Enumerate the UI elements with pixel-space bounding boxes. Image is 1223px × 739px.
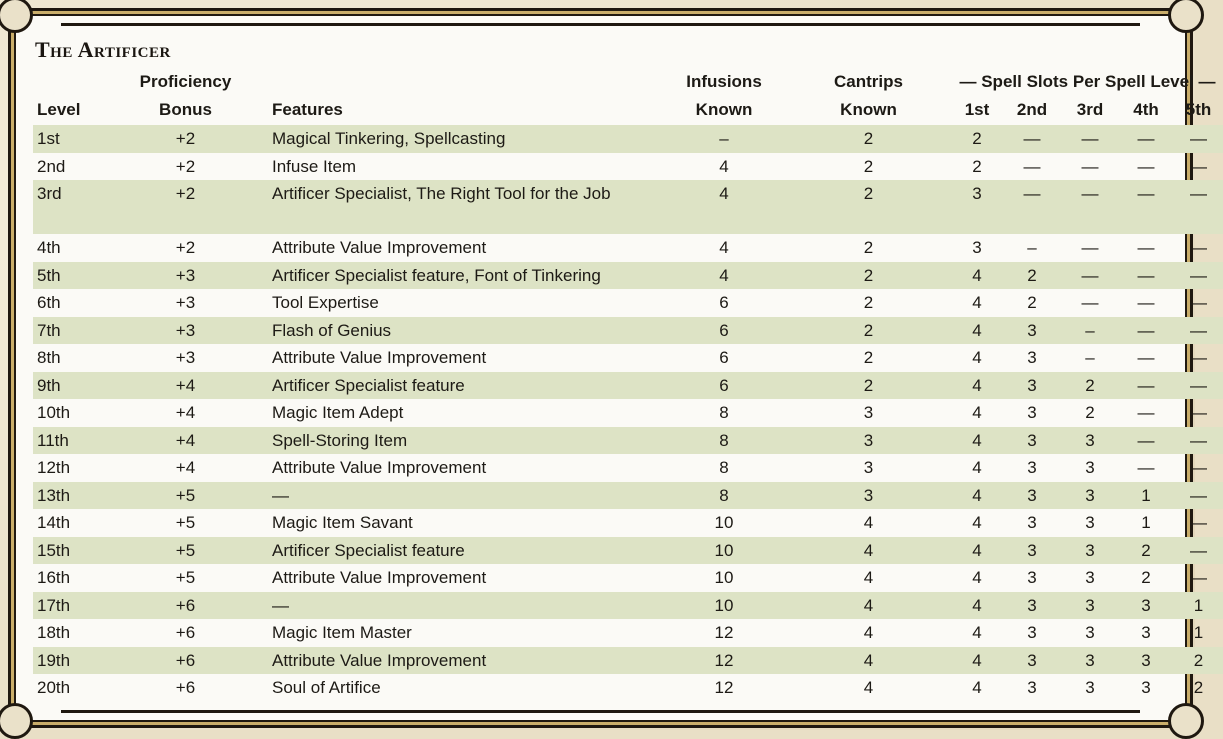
spell-slot-3rd-cell: — bbox=[1062, 262, 1118, 290]
table-row bbox=[33, 509, 1223, 537]
cantrips-known-cell: 4 bbox=[785, 592, 952, 620]
table-body bbox=[33, 125, 1223, 702]
proficiency-bonus-cell: +3 bbox=[103, 317, 268, 345]
table-row bbox=[33, 399, 1223, 427]
cantrips-known-cell: 2 bbox=[863, 156, 874, 176]
spell-slot-5th-cell: — bbox=[1190, 156, 1208, 176]
features-cell: — bbox=[268, 482, 663, 510]
level-cell: 1st bbox=[33, 125, 103, 153]
spell-slot-2nd-cell: 2 bbox=[1027, 293, 1037, 312]
spell-slot-3rd-cell: — bbox=[1081, 238, 1099, 257]
frame-corner-ornament bbox=[1168, 703, 1204, 739]
spell-slot-1st-cell: 4 bbox=[952, 372, 1002, 400]
spell-slot-3rd-cell: 3 bbox=[1085, 513, 1095, 532]
proficiency-bonus-cell: +5 bbox=[175, 568, 196, 587]
spell-slot-5th-cell: — bbox=[1174, 537, 1223, 565]
spell-slot-4th-cell: — bbox=[1118, 262, 1174, 290]
spell-slot-4th-cell: 1 bbox=[1118, 482, 1174, 510]
level-cell: 3rd bbox=[33, 180, 103, 234]
proficiency-bonus-cell: +3 bbox=[103, 262, 268, 290]
level-cell: 16th bbox=[37, 568, 71, 587]
cantrips-known-cell: 2 bbox=[863, 238, 874, 257]
proficiency-bonus-cell: +5 bbox=[103, 537, 268, 565]
spell-slot-4th-cell: — bbox=[1137, 293, 1155, 312]
spell-slot-3rd-cell: 3 bbox=[1085, 568, 1095, 587]
spell-slot-5th-cell: — bbox=[1190, 458, 1208, 477]
spell-slot-4th-cell: — bbox=[1137, 403, 1155, 422]
spell-slot-2nd-cell: 3 bbox=[1027, 678, 1037, 697]
header-proficiency-line1: Proficiency bbox=[139, 72, 232, 91]
spell-slot-4th-cell: — bbox=[1137, 238, 1155, 257]
table-row bbox=[33, 372, 1223, 400]
cantrips-known-cell: 4 bbox=[863, 678, 874, 697]
spell-slot-3rd-cell: – bbox=[1062, 317, 1118, 345]
infusions-known-cell: 8 bbox=[663, 482, 785, 510]
table-row bbox=[33, 180, 1223, 234]
infusions-known-cell: 10 bbox=[663, 537, 785, 565]
level-cell: 18th bbox=[37, 623, 71, 642]
spell-slot-3rd-cell: 2 bbox=[1062, 372, 1118, 400]
table-row bbox=[33, 454, 1223, 482]
features-cell: Attribute Value Improvement bbox=[268, 647, 663, 675]
proficiency-bonus-cell: +4 bbox=[103, 427, 268, 455]
spell-slot-1st-cell: 4 bbox=[972, 568, 982, 587]
spell-slot-3rd-cell: 3 bbox=[1062, 592, 1118, 620]
spell-slot-5th-cell: — bbox=[1190, 238, 1208, 257]
spell-slot-5th-cell: 1 bbox=[1193, 623, 1204, 642]
header-cantrips-line1: Cantrips bbox=[834, 72, 903, 91]
proficiency-bonus-cell: +3 bbox=[175, 348, 196, 367]
spell-slot-2nd-cell: 3 bbox=[1002, 372, 1062, 400]
features-cell: Artificer Specialist feature bbox=[268, 537, 663, 565]
table-row bbox=[33, 619, 1223, 647]
level-cell: 10th bbox=[37, 403, 71, 422]
spell-slot-3rd-cell: — bbox=[1062, 180, 1118, 234]
features-cell: Magic Item Master bbox=[272, 623, 412, 642]
spell-slot-4th-cell: — bbox=[1118, 125, 1174, 153]
level-cell: 17th bbox=[33, 592, 103, 620]
header-spell-slots: — Spell Slots Per Spell Level — bbox=[959, 72, 1216, 91]
table-row bbox=[33, 153, 1223, 181]
spell-slot-2nd-cell: — bbox=[1002, 125, 1062, 153]
spell-slot-4th-cell: — bbox=[1137, 156, 1155, 176]
level-cell: 14th bbox=[37, 513, 71, 532]
proficiency-bonus-cell: +4 bbox=[175, 403, 196, 422]
header-slot-4th: 4th bbox=[1133, 100, 1159, 119]
spell-slot-3rd-cell: — bbox=[1081, 293, 1099, 312]
features-cell: Spell-Storing Item bbox=[268, 427, 663, 455]
spell-slot-1st-cell: 4 bbox=[972, 458, 982, 477]
proficiency-bonus-cell: +6 bbox=[175, 623, 196, 642]
infusions-known-cell: 6 bbox=[663, 317, 785, 345]
cantrips-known-cell: 4 bbox=[863, 623, 874, 642]
features-cell: Infuse Item bbox=[272, 156, 357, 176]
table-row bbox=[33, 482, 1223, 510]
table-row bbox=[33, 674, 1223, 702]
infusions-known-cell: 6 bbox=[663, 372, 785, 400]
proficiency-bonus-cell: +2 bbox=[175, 156, 196, 176]
spell-slot-4th-cell: — bbox=[1137, 348, 1155, 367]
spell-slot-2nd-cell: 3 bbox=[1002, 427, 1062, 455]
infusions-known-cell: 12 bbox=[714, 623, 734, 642]
infusions-known-cell: 10 bbox=[663, 592, 785, 620]
proficiency-bonus-cell: +3 bbox=[175, 293, 196, 312]
spell-slot-2nd-cell: 3 bbox=[1002, 317, 1062, 345]
spell-slot-2nd-cell: 3 bbox=[1002, 537, 1062, 565]
spell-slot-1st-cell: 3 bbox=[972, 238, 982, 257]
spell-slot-1st-cell: 4 bbox=[952, 482, 1002, 510]
spell-slot-5th-cell: — bbox=[1190, 293, 1208, 312]
spell-slot-4th-cell: 3 bbox=[1118, 647, 1174, 675]
infusions-known-cell: 8 bbox=[719, 403, 729, 422]
spell-slot-3rd-cell: 3 bbox=[1085, 458, 1095, 477]
spell-slot-3rd-cell: – bbox=[1085, 348, 1095, 367]
spell-slot-2nd-cell: 3 bbox=[1027, 513, 1037, 532]
infusions-known-cell: 12 bbox=[714, 678, 734, 697]
frame-top-border bbox=[61, 11, 1140, 26]
cantrips-known-cell: 2 bbox=[785, 125, 952, 153]
header-slot-1st: 1st bbox=[964, 100, 990, 119]
table-row bbox=[33, 564, 1223, 592]
spell-slot-5th-cell: — bbox=[1174, 180, 1223, 234]
spell-slot-3rd-cell: 3 bbox=[1062, 647, 1118, 675]
table-row bbox=[33, 427, 1223, 455]
spell-slot-2nd-cell: 3 bbox=[1027, 348, 1037, 367]
level-cell: 12th bbox=[37, 458, 71, 477]
spell-slot-4th-cell: 3 bbox=[1141, 623, 1151, 642]
features-cell: Attribute Value Improvement bbox=[272, 568, 487, 587]
header-slot-3rd: 3rd bbox=[1076, 100, 1104, 119]
table-row bbox=[33, 537, 1223, 565]
infusions-known-cell: 6 bbox=[719, 293, 729, 312]
spell-slot-3rd-cell: 2 bbox=[1085, 403, 1095, 422]
cantrips-known-cell: 4 bbox=[863, 568, 874, 587]
spell-slot-1st-cell: 4 bbox=[952, 592, 1002, 620]
proficiency-bonus-cell: +4 bbox=[103, 372, 268, 400]
cantrips-known-cell: 4 bbox=[863, 513, 874, 532]
level-cell: 15th bbox=[33, 537, 103, 565]
spell-slot-5th-cell: — bbox=[1174, 125, 1223, 153]
cantrips-known-cell: 3 bbox=[863, 458, 874, 477]
features-cell: Attribute Value Improvement bbox=[272, 458, 487, 477]
cantrips-known-cell: 2 bbox=[863, 348, 874, 367]
level-cell: 6th bbox=[37, 293, 61, 312]
proficiency-bonus-cell: +6 bbox=[175, 678, 196, 697]
frame-bottom-border bbox=[61, 710, 1140, 725]
spell-slot-4th-cell: 3 bbox=[1118, 592, 1174, 620]
spell-slot-4th-cell: 3 bbox=[1141, 678, 1151, 697]
spell-slot-1st-cell: 4 bbox=[972, 403, 982, 422]
table-row bbox=[33, 234, 1223, 262]
ornate-frame bbox=[8, 8, 1216, 728]
spell-slot-1st-cell: 4 bbox=[952, 427, 1002, 455]
proficiency-bonus-cell: +2 bbox=[103, 180, 268, 234]
spell-slot-3rd-cell: 3 bbox=[1062, 537, 1118, 565]
spell-slot-1st-cell: 4 bbox=[952, 262, 1002, 290]
spell-slot-5th-cell: — bbox=[1190, 403, 1208, 422]
features-cell: Artificer Specialist, The Right Tool for the Job bbox=[268, 180, 663, 234]
header-features: Features bbox=[272, 100, 343, 119]
features-cell: Magical Tinkering, Spellcasting bbox=[268, 125, 663, 153]
table-row bbox=[33, 592, 1223, 620]
header-level: Level bbox=[37, 100, 81, 119]
features-cell: Magic Item Savant bbox=[272, 513, 413, 532]
proficiency-bonus-cell: +5 bbox=[103, 482, 268, 510]
spell-slot-4th-cell: — bbox=[1118, 427, 1174, 455]
features-cell: Artificer Specialist feature bbox=[268, 372, 663, 400]
spell-slot-5th-cell: — bbox=[1174, 427, 1223, 455]
infusions-known-cell: 12 bbox=[663, 647, 785, 675]
table-row bbox=[33, 647, 1223, 675]
spell-slot-2nd-cell: 3 bbox=[1027, 568, 1037, 587]
cantrips-known-cell: 4 bbox=[785, 537, 952, 565]
proficiency-bonus-cell: +2 bbox=[103, 125, 268, 153]
features-cell: — bbox=[268, 592, 663, 620]
spell-slot-3rd-cell: 3 bbox=[1085, 678, 1095, 697]
features-cell: Artificer Specialist feature, Font of Tinkering bbox=[268, 262, 663, 290]
spell-slot-4th-cell: 1 bbox=[1141, 513, 1151, 532]
spell-slot-4th-cell: 2 bbox=[1118, 537, 1174, 565]
spell-slot-1st-cell: 4 bbox=[952, 647, 1002, 675]
infusions-known-cell: 4 bbox=[663, 180, 785, 234]
features-cell: Tool Expertise bbox=[272, 293, 379, 312]
level-cell: 2nd bbox=[37, 156, 66, 176]
infusions-known-cell: 4 bbox=[719, 156, 729, 176]
spell-slot-2nd-cell: 3 bbox=[1002, 482, 1062, 510]
spell-slot-1st-cell: 4 bbox=[972, 678, 982, 697]
level-cell: 5th bbox=[33, 262, 103, 290]
spell-slot-1st-cell: 3 bbox=[952, 180, 1002, 234]
cantrips-known-cell: 2 bbox=[785, 262, 952, 290]
level-cell: 19th bbox=[33, 647, 103, 675]
infusions-known-cell: 4 bbox=[719, 238, 729, 257]
spell-slot-2nd-cell: – bbox=[1027, 238, 1037, 257]
table-container bbox=[33, 35, 1216, 702]
frame-corner-ornament bbox=[0, 703, 33, 739]
header-slot-2nd: 2nd bbox=[1016, 100, 1048, 119]
spell-slot-2nd-cell: 3 bbox=[1002, 592, 1062, 620]
header-infusions-line1: Infusions bbox=[686, 72, 762, 91]
page-title: The Artificer bbox=[35, 37, 171, 62]
cantrips-known-cell: 2 bbox=[785, 372, 952, 400]
spell-slot-2nd-cell: — bbox=[1023, 156, 1041, 176]
level-cell: 20th bbox=[37, 678, 71, 697]
table-row bbox=[33, 317, 1223, 345]
spell-slot-3rd-cell: 3 bbox=[1062, 427, 1118, 455]
spell-slot-4th-cell: — bbox=[1137, 458, 1155, 477]
spell-slot-4th-cell: — bbox=[1118, 372, 1174, 400]
spell-slot-3rd-cell: 3 bbox=[1062, 482, 1118, 510]
header-proficiency-line2: Bonus bbox=[159, 100, 212, 119]
spell-slot-3rd-cell: — bbox=[1081, 156, 1099, 176]
spell-slot-1st-cell: 2 bbox=[972, 156, 982, 176]
header-infusions-line2: Known bbox=[695, 100, 753, 119]
spell-slot-5th-cell: — bbox=[1174, 482, 1223, 510]
cantrips-known-cell: 2 bbox=[785, 180, 952, 234]
table-row bbox=[33, 289, 1223, 317]
level-cell: 8th bbox=[37, 348, 61, 367]
spell-slot-1st-cell: 2 bbox=[952, 125, 1002, 153]
spell-slot-3rd-cell: — bbox=[1062, 125, 1118, 153]
level-cell: 7th bbox=[33, 317, 103, 345]
cantrips-known-cell: 2 bbox=[863, 293, 874, 312]
spell-slot-2nd-cell: 3 bbox=[1027, 403, 1037, 422]
spell-slot-5th-cell: — bbox=[1190, 513, 1208, 532]
proficiency-bonus-cell: +4 bbox=[175, 458, 196, 477]
spell-slot-5th-cell: 1 bbox=[1174, 592, 1223, 620]
cantrips-known-cell: 4 bbox=[785, 647, 952, 675]
spell-slot-2nd-cell: 3 bbox=[1027, 623, 1037, 642]
features-cell: Soul of Artifice bbox=[272, 678, 381, 697]
spell-slot-2nd-cell: 3 bbox=[1002, 647, 1062, 675]
spell-slot-2nd-cell: 3 bbox=[1027, 458, 1037, 477]
spell-slot-1st-cell: 4 bbox=[972, 513, 982, 532]
header-row-bottom bbox=[33, 97, 1223, 125]
spell-slot-5th-cell: — bbox=[1174, 262, 1223, 290]
artificer-table bbox=[33, 69, 1223, 702]
cantrips-known-cell: 2 bbox=[785, 317, 952, 345]
table-row bbox=[33, 125, 1223, 153]
infusions-known-cell: 4 bbox=[663, 262, 785, 290]
level-cell: 11th bbox=[33, 427, 103, 455]
spell-slot-2nd-cell: 2 bbox=[1002, 262, 1062, 290]
spell-slot-5th-cell: — bbox=[1174, 317, 1223, 345]
cantrips-known-cell: 3 bbox=[785, 427, 952, 455]
spell-slot-5th-cell: — bbox=[1174, 372, 1223, 400]
level-cell: 13th bbox=[33, 482, 103, 510]
cantrips-known-cell: 3 bbox=[785, 482, 952, 510]
spell-slot-4th-cell: 2 bbox=[1141, 568, 1151, 587]
spell-slot-3rd-cell: 3 bbox=[1085, 623, 1095, 642]
header-slot-5th: 5th bbox=[1185, 100, 1212, 119]
spell-slot-1st-cell: 4 bbox=[972, 293, 982, 312]
header-cantrips-line2: Known bbox=[840, 100, 897, 119]
infusions-known-cell: 6 bbox=[719, 348, 729, 367]
features-cell: Attribute Value Improvement bbox=[272, 348, 487, 367]
features-cell: Magic Item Adept bbox=[272, 403, 404, 422]
proficiency-bonus-cell: +5 bbox=[175, 513, 196, 532]
infusions-known-cell: 8 bbox=[663, 427, 785, 455]
table-row bbox=[33, 262, 1223, 290]
spell-slot-1st-cell: 4 bbox=[972, 623, 982, 642]
level-cell: 9th bbox=[33, 372, 103, 400]
features-cell: Flash of Genius bbox=[268, 317, 663, 345]
spell-slot-1st-cell: 4 bbox=[952, 537, 1002, 565]
infusions-known-cell: 10 bbox=[714, 568, 734, 587]
level-cell: 4th bbox=[37, 238, 61, 257]
spell-slot-1st-cell: 4 bbox=[972, 348, 982, 367]
cantrips-known-cell: 3 bbox=[863, 403, 874, 422]
features-cell: Attribute Value Improvement bbox=[272, 238, 487, 257]
spell-slot-2nd-cell: — bbox=[1002, 180, 1062, 234]
table-row bbox=[33, 344, 1223, 372]
header-row-top bbox=[33, 69, 1223, 97]
infusions-known-cell: – bbox=[663, 125, 785, 153]
frame-corner-ornament bbox=[1168, 0, 1204, 33]
spell-slot-5th-cell: — bbox=[1190, 568, 1208, 587]
infusions-known-cell: 8 bbox=[719, 458, 729, 477]
spell-slot-4th-cell: — bbox=[1118, 317, 1174, 345]
spell-slot-4th-cell: — bbox=[1118, 180, 1174, 234]
proficiency-bonus-cell: +6 bbox=[103, 592, 268, 620]
proficiency-bonus-cell: +6 bbox=[103, 647, 268, 675]
spell-slot-5th-cell: 2 bbox=[1193, 678, 1204, 697]
infusions-known-cell: 10 bbox=[714, 513, 734, 532]
frame-corner-ornament bbox=[0, 0, 33, 33]
proficiency-bonus-cell: +2 bbox=[175, 238, 196, 257]
spell-slot-5th-cell: 2 bbox=[1174, 647, 1223, 675]
spell-slot-1st-cell: 4 bbox=[952, 317, 1002, 345]
spell-slot-5th-cell: — bbox=[1190, 348, 1208, 367]
